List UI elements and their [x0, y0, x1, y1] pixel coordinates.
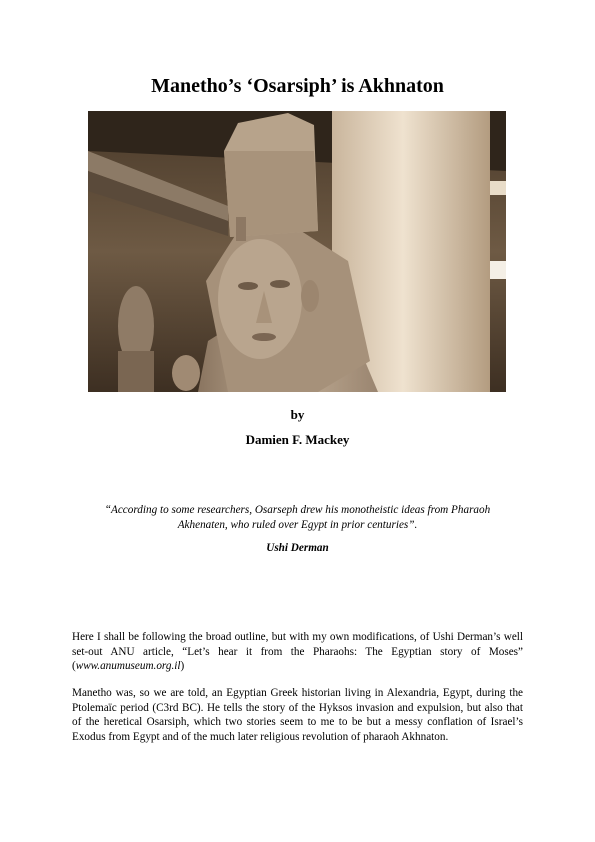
paragraph-intro	[72, 630, 523, 674]
author-name: Damien F. Mackey	[245, 432, 350, 447]
paragraph-manetho: Manetho was, so we are told, an Egyptian Greek historian living in Alexandria, Egypt, during the Ptolemaïc period (C3rd BC). He tells the story of the Hyksos invasion and expulsion, but also that of the heretical Osarsiph, which two stories seem to me to be but a messy conflation of Israel’s Exodus from Egypt and of the much later religious revolution of pharaoh Akhnaton.	[72, 687, 523, 743]
paragraph-intro-text: Here I shall be following the broad outline, but with my own modifications, of Ushi Derman’s well set-out ANU article, “Let’s hear it from the Pharaohs: The Egyptian story of Moses” (	[72, 631, 523, 673]
website-link[interactable]: www.anumuseum.org.il	[75, 660, 181, 673]
epigraph-quote: “According to some researchers, Osarseph drew his monotheistic ideas from Pharaoh Akhenaten, who ruled over Egypt in prior centuries”.	[104, 504, 491, 531]
document-title: Manetho’s ‘Osarsiph’ is Akhnaton	[151, 75, 444, 97]
paragraph-intro-close: )	[180, 660, 185, 673]
akhenaten-statue-photo	[88, 111, 506, 392]
epigraph-attribution: Ushi Derman	[266, 542, 329, 554]
byline-label: by	[290, 407, 305, 422]
